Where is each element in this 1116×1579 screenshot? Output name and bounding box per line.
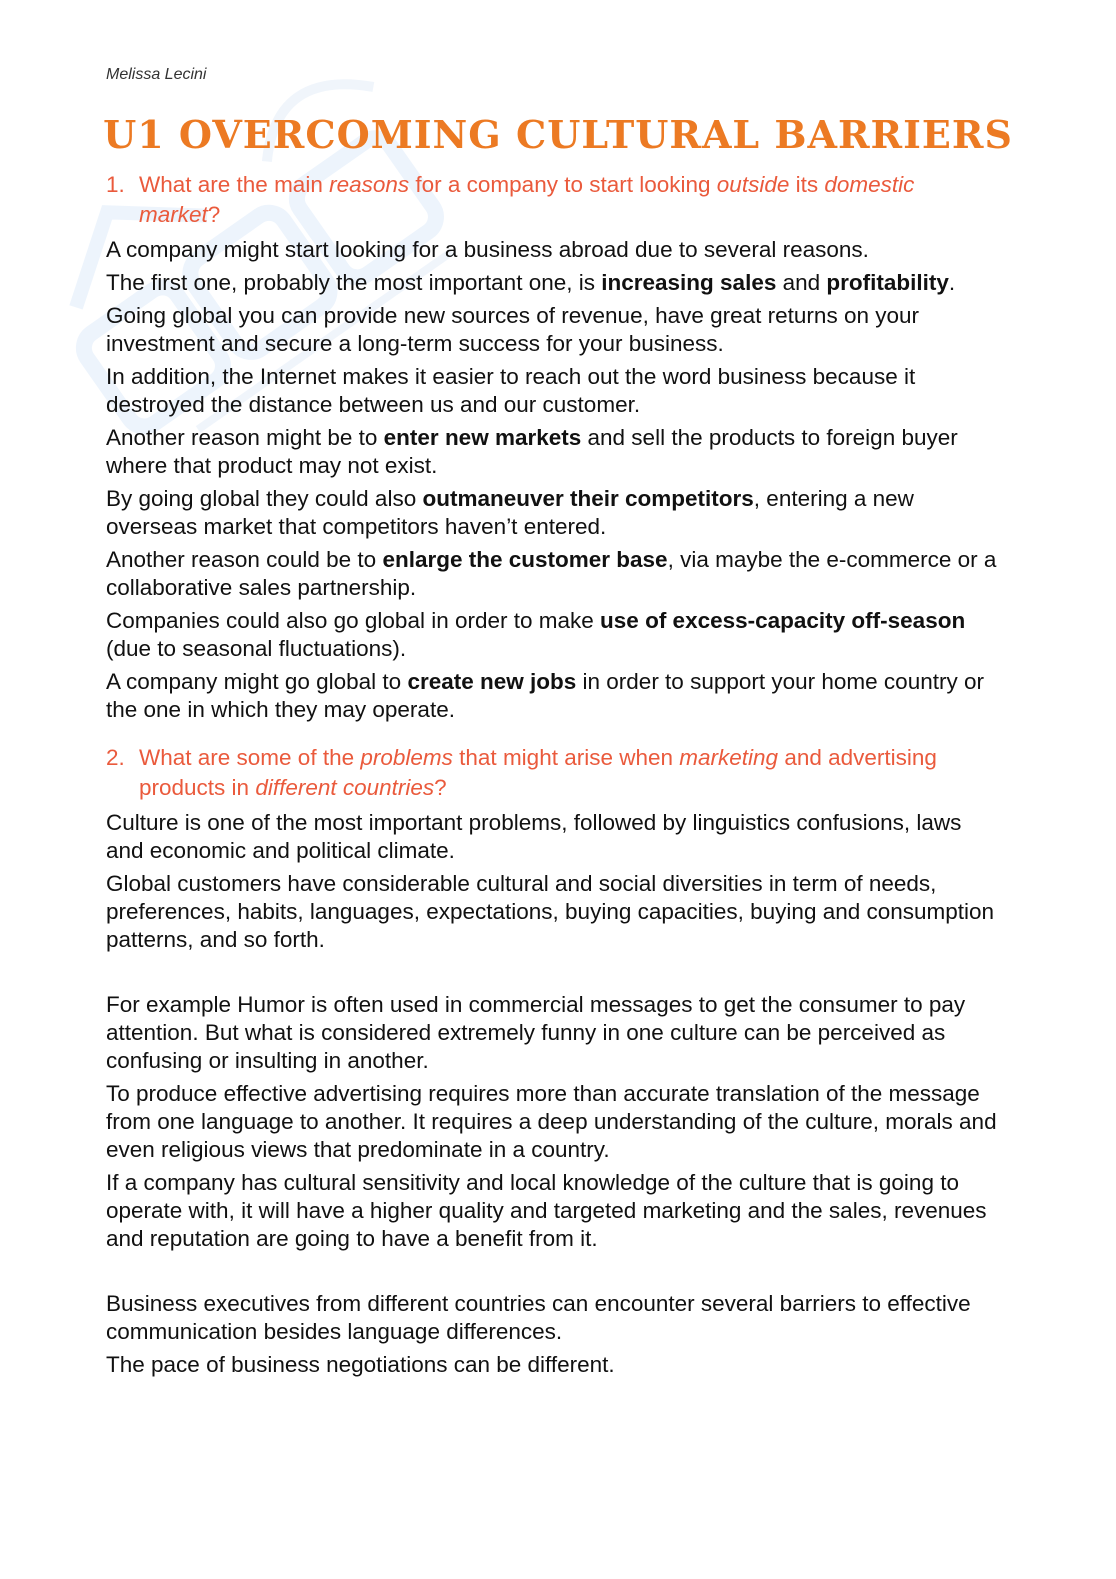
question-number: 2. [106,745,125,770]
paragraph: Going global you can provide new sources of revenue, have great returns on your investment and secure a long-term success for your business. [106,303,919,356]
paragraph: Culture is one of the most important problems, followed by linguistics confusions, laws and economic and political climate. [106,810,962,863]
paragraph: Companies could also go global in order to make use of excess-capacity off-season (due to seasonal fluctuations). [106,608,966,661]
paragraph: To produce effective advertising requires more than accurate translation of the message from one language to another. It requires a deep understanding of the culture, morals and even religious views that predominate in a country. [106,1081,997,1162]
author-name: Melissa Lecini [106,66,207,83]
paragraph: Another reason might be to enter new markets and sell the products to foreign buyer where that product may not exist. [106,425,958,478]
paragraph: Business executives from different countries can encounter several barriers to effective communication besides language differences. [106,1291,971,1344]
paragraph: For example Humor is often used in commercial messages to get the consumer to pay attention. But what is considered extremely funny in one culture can be perceived as confusing or insulting in another. [106,992,966,1073]
question-number: 1. [106,172,125,197]
question-emphasis: outside [716,172,790,197]
question-2 [106,743,1001,803]
question-text: What are some of the [139,745,361,770]
paragraph: The pace of business negotiations can be different. [106,1352,615,1377]
question-text: its [789,172,825,197]
paragraph: Global customers have considerable cultural and social diversities in term of needs, preferences, habits, languages, expectations, buying capacities, buying and consumption patterns, and so forth. [106,871,995,952]
question-text: ? [434,775,447,800]
paragraph: The first one, probably the most important one, is increasing sales and profitability. [106,270,956,295]
question-emphasis: different countries [255,775,435,800]
question-text: that might arise when [452,745,680,770]
paragraph: Another reason could be to enlarge the customer base, via maybe the e-commerce or a collaborative sales partnership. [106,547,997,600]
question-emphasis: marketing [679,745,779,770]
question-1 [106,170,1001,230]
page-title: U1 OVERCOMING CULTURAL BARRIERS [103,112,1013,157]
question-text: ? [207,202,221,227]
question-emphasis: domestic market [139,172,915,227]
paragraph: If a company has cultural sensitivity and local knowledge of the culture that is going to operate with, it will have a higher quality and targeted marketing and the sales, revenues and reputation are going to have a benefit from it. [106,1170,987,1251]
document-body [106,170,1001,1384]
paragraph: In addition, the Internet makes it easier to reach out the word business because it destroyed the distance between us and our customer. [106,364,916,417]
paragraph: By going global they could also outmaneuver their competitors, entering a new overseas market that competitors haven’t entered. [106,486,914,539]
question-text: What are the main [139,172,330,197]
question-text: and advertising products in [139,745,937,800]
question-emphasis: problems [360,745,453,770]
paragraph: A company might start looking for a business abroad due to several reasons. [106,237,869,262]
paragraph: A company might go global to create new jobs in order to support your home country or the one in which they may operate. [106,669,984,722]
question-emphasis: reasons [329,172,410,197]
question-text: for a company to start looking [409,172,717,197]
